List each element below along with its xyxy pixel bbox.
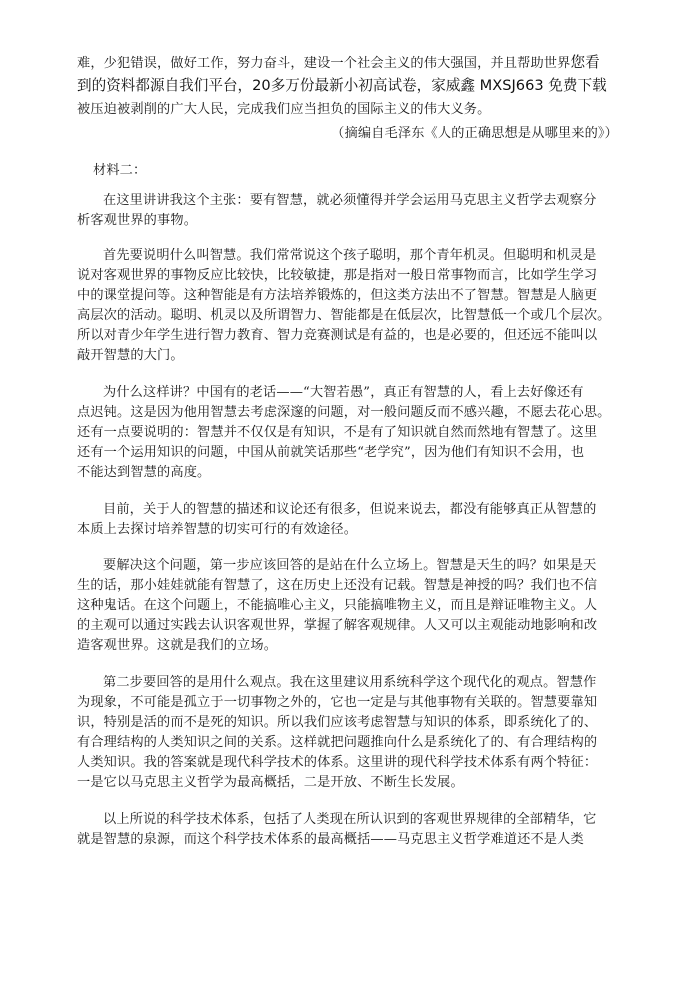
paragraph-line: 为现象，不可能是孤立于一切事物之外的，它也一定是与其他事物有关联的。智慧要靠知 <box>77 695 598 710</box>
paragraph-line: 所以对青少年学生进行智力教育、智力竞赛测试是有益的，也是必要的，但还远不能叫以 <box>77 328 598 343</box>
paragraph-line: 就是智慧的泉源，而这个科学技术体系的最高概括——马克思主义哲学难道还不是人类 <box>77 832 584 847</box>
paragraph-line: 析客观世界的事物。 <box>77 213 198 228</box>
paragraph-line: 识，特别是活的而不是死的知识。所以我们应该考虑智慧与知识的体系，即系统化了的、 <box>77 715 598 730</box>
paragraph-line: 敲开智慧的大门。 <box>77 348 184 363</box>
paragraph-line: 要解决这个问题，第一步应该回答的是站在什么立场上。智慧是天生的吗？如果是天 <box>103 558 597 573</box>
paragraph-line: 以上所说的科学技术体系，包括了人类现在所认识到的客观世界规律的全部精华，它 <box>103 812 597 827</box>
paragraph-line: 高层次的活动。聪明、机灵以及所谓智力、智能都是在低层次，比智慧低一个或几个层次。 <box>77 308 611 323</box>
paragraph-line: 为什么这样讲？中国有的老话——“大智若愚”，真正有智慧的人，看上去好像还有 <box>103 385 584 400</box>
paragraph-line: 生的话，那小娃娃就能有智慧了，这在历史上还没有记载。智慧是神授的吗？我们也不信 <box>77 578 598 593</box>
watermark-banner: 到的资料都源自我们平台，20多万份最新小初高试卷，家威鑫 MXSJ663 免费下载 <box>77 77 607 94</box>
paragraph-line: 还有一点要说明的：智慧并不仅仅是有知识，不是有了知识就自然而然地有智慧了。这里 <box>77 425 598 440</box>
paragraph-line: 第二步要回答的是用什么观点。我在这里建议用系统科学这个现代化的观点。智慧作 <box>103 675 597 690</box>
paragraph-line: 中的课堂提问等。这种智能是有方法培养锻炼的，但这类方法出不了智慧。智慧是人脑更 <box>77 288 598 303</box>
source-citation: （摘编自毛泽东《人的正确思想是从哪里来的》） <box>331 126 618 141</box>
paragraph-line: 这种鬼话。在这个问题上，不能搞唯心主义，只能搞唯物主义，而且是辩证唯物主义。人 <box>77 598 598 613</box>
paragraph-line: 目前，关于人的智慧的描述和议论还有很多，但说来说去，都没有能够真正从智慧的 <box>103 502 597 517</box>
paragraph-line: 一是它以马克思主义哲学为最高概括，二是开放、不断生长发展。 <box>77 775 464 790</box>
paragraph-line: 还有一个运用知识的问题，中国从前就笑话那些“老学究”，因为他们有知识不会用，也 <box>77 445 585 460</box>
paragraph-line: 本质上去探讨培养智慧的切实可行的有效途径。 <box>77 522 358 537</box>
paragraph-line: 在这里讲讲我这个主张：要有智慧，就必须懂得并学会运用马克思主义哲学去观察分 <box>103 193 597 208</box>
paragraph-line: 首先要说明什么叫智慧。我们常常说这个孩子聪明，那个青年机灵。但聪明和机灵是 <box>103 248 597 263</box>
paragraph-line: 不能达到智慧的高度。 <box>77 465 211 480</box>
watermark-tail: 您看 <box>570 54 600 71</box>
text-line: 被压迫被剥削的广大人民，完成我们应当担负的国际主义的伟大义务。 <box>77 102 491 117</box>
text-line: 难，少犯错误，做好工作，努力奋斗，建设一个社会主义的伟大强国，并且帮助世界您看 <box>77 54 600 71</box>
paragraph-line: 点迟钝。这是因为他用智慧去考虑深邃的问题，对一般问题反而不感兴趣，不愿去花心思。 <box>77 405 611 420</box>
paragraph-line: 说对客观世界的事物反应比较快，比较敏捷，那是指对一般日常事物而言，比如学生学习 <box>77 268 598 283</box>
section-heading: 材料二： <box>93 163 147 178</box>
paragraph-line: 的主观可以通过实践去认识客观世界，掌握了解客观规律。人又可以主观能动地影响和改 <box>77 618 598 633</box>
paragraph-line: 造客观世界。这就是我们的立场。 <box>77 638 278 653</box>
paragraph-line: 人类知识。我的答案就是现代科学技术的体系。这里讲的现代科学技术体系有两个特征： <box>77 755 598 770</box>
paragraph-line: 有合理结构的人类知识之间的关系。这样就把问题推向什么是系统化了的、有合理结构的 <box>77 735 598 750</box>
